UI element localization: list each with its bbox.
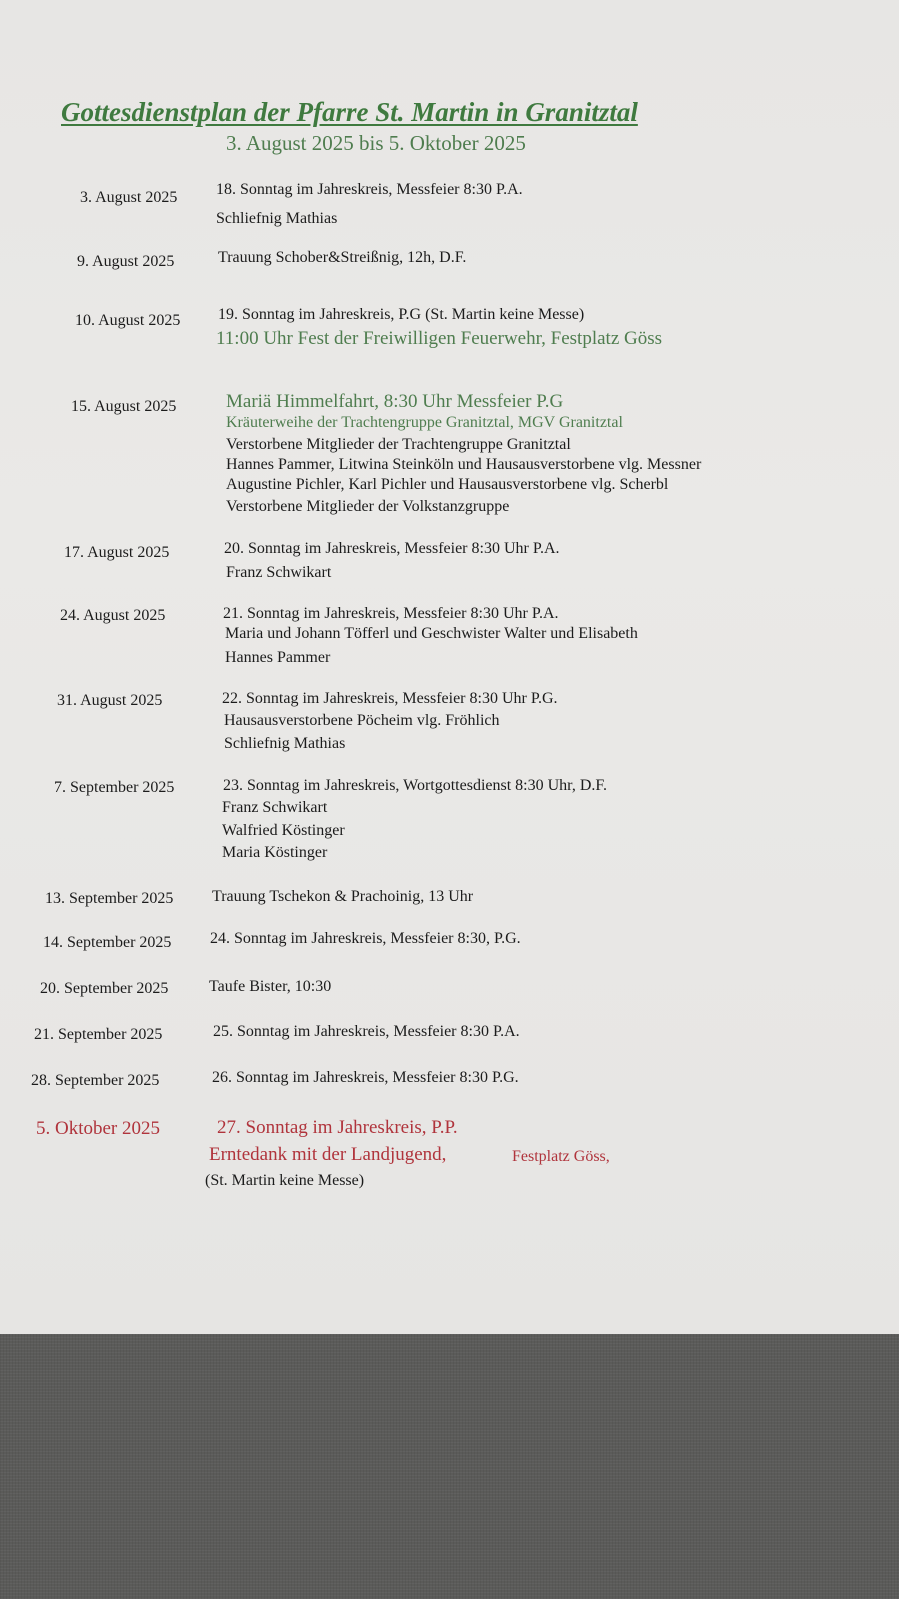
entry-line: Trauung Schober&Streißnig, 12h, D.F. — [218, 249, 467, 266]
entry-date: 5. Oktober 2025 — [36, 1118, 161, 1139]
entry-line: (St. Martin keine Messe) — [205, 1172, 365, 1189]
entry-line: 24. Sonntag im Jahreskreis, Messfeier 8:30, P.G. — [210, 930, 521, 947]
entry-date: 9. August 2025 — [77, 253, 175, 270]
entry-line: 22. Sonntag im Jahreskreis, Messfeier 8:30 Uhr P.G. — [222, 690, 558, 707]
entry-date: 3. August 2025 — [80, 189, 178, 206]
entry-line: Franz Schwikart — [222, 799, 328, 816]
entry-line: 20. Sonntag im Jahreskreis, Messfeier 8:30 Uhr P.A. — [224, 540, 560, 557]
entry-line: Hannes Pammer, Litwina Steinköln und Hausausverstorbene vlg. Messner — [226, 456, 702, 473]
entry-line: Schliefnig Mathias — [216, 210, 338, 227]
entry-line: 26. Sonntag im Jahreskreis, Messfeier 8:30 P.G. — [212, 1069, 519, 1086]
entry-line: 25. Sonntag im Jahreskreis, Messfeier 8:30 P.A. — [213, 1023, 520, 1040]
entry-line: Hausausverstorbene Pöcheim vlg. Fröhlich — [224, 712, 500, 729]
entry-line: Walfried Köstinger — [222, 822, 345, 839]
entry-line: 18. Sonntag im Jahreskreis, Messfeier 8:30 P.A. — [216, 181, 523, 198]
entry-line: Kräuterweihe der Trachtengruppe Granitztal, MGV Granitztal — [226, 414, 623, 431]
entry-date: 21. September 2025 — [34, 1026, 163, 1043]
table-surface — [0, 1334, 899, 1599]
entry-line: 27. Sonntag im Jahreskreis, P.P. — [217, 1117, 458, 1138]
entry-line: Franz Schwikart — [226, 564, 332, 581]
entry-line: 19. Sonntag im Jahreskreis, P.G (St. Martin keine Messe) — [218, 306, 585, 323]
entry-date: 17. August 2025 — [64, 544, 170, 561]
page-title: Gottesdienstplan der Pfarre St. Martin in Granitztal — [61, 97, 638, 127]
entry-line: Festplatz Göss, — [512, 1148, 610, 1165]
entry-date: 14. September 2025 — [43, 934, 172, 951]
entry-line: Erntedank mit der Landjugend, — [209, 1144, 447, 1165]
entry-date: 28. September 2025 — [31, 1072, 160, 1089]
entry-date: 10. August 2025 — [75, 312, 181, 329]
entry-line: Hannes Pammer — [225, 649, 331, 666]
entry-line: Maria Köstinger — [222, 844, 328, 861]
entry-date: 13. September 2025 — [45, 890, 174, 907]
entry-line: Schliefnig Mathias — [224, 735, 346, 752]
entry-line: Maria und Johann Töfferl und Geschwister Walter und Elisabeth — [225, 625, 638, 642]
entry-line: Taufe Bister, 10:30 — [209, 978, 332, 995]
entry-line: Augustine Pichler, Karl Pichler und Hausausverstorbene vlg. Scherbl — [226, 476, 669, 493]
entry-date: 15. August 2025 — [71, 398, 177, 415]
entry-line: Trauung Tschekon & Prachoinig, 13 Uhr — [212, 888, 474, 905]
entry-line: 21. Sonntag im Jahreskreis, Messfeier 8:30 Uhr P.A. — [223, 605, 559, 622]
entry-line: Mariä Himmelfahrt, 8:30 Uhr Messfeier P.G — [226, 391, 564, 412]
entry-date: 31. August 2025 — [57, 692, 163, 709]
entry-line: Verstorbene Mitglieder der Volkstanzgruppe — [226, 498, 510, 515]
entry-date: 20. September 2025 — [40, 980, 169, 997]
date-range-subtitle: 3. August 2025 bis 5. Oktober 2025 — [226, 131, 526, 155]
entry-line: 11:00 Uhr Fest der Freiwilligen Feuerwehr, Festplatz Göss — [216, 328, 663, 349]
entry-date: 24. August 2025 — [60, 607, 166, 624]
entry-date: 7. September 2025 — [54, 779, 175, 796]
entry-line: 23. Sonntag im Jahreskreis, Wortgottesdienst 8:30 Uhr, D.F. — [223, 777, 608, 794]
entry-line: Verstorbene Mitglieder der Trachtengruppe Granitztal — [226, 436, 571, 453]
